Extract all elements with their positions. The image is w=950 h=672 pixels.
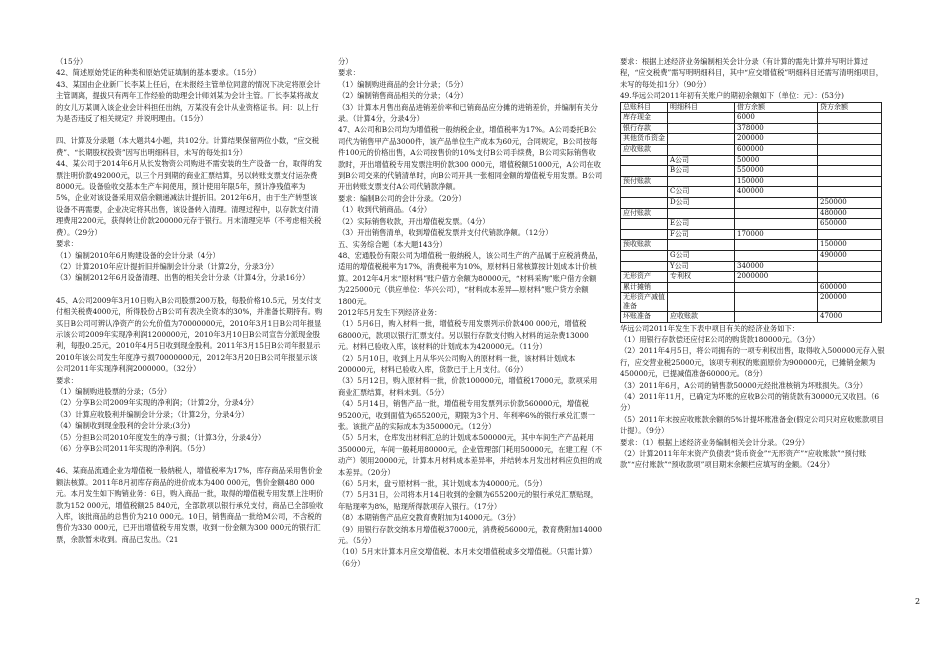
- table-cell: [621, 219, 668, 230]
- table-cell: E公司: [668, 219, 735, 230]
- business-item: （9）用银行存款交纳本月增值税37000元，消费税56000元，教育费附加14000元。（5分）: [338, 524, 602, 546]
- table-cell: [668, 293, 735, 312]
- requirements-paragraph: 要求：根据上述经济业务编制相关会计分录（有计算的需先计算并写明计算过程，“应交税费”需写明明细科目，其中“应交增值税”明细科目还需写清明细项目，未写的每处扣1分）（90分）: [620, 57, 884, 89]
- table-cell: [735, 219, 818, 230]
- requirement-item: （5）分担B公司2010年度发生的净亏损；（计算3分，分录4分）: [56, 432, 266, 442]
- column-middle: [338, 56, 603, 569]
- table-cell: 应付账款: [621, 208, 668, 219]
- table-cell: 340000: [735, 261, 818, 272]
- table-cell: [818, 261, 882, 272]
- table-row: [621, 219, 882, 230]
- table-cell: 专利权: [668, 272, 735, 283]
- table-cell: [668, 145, 735, 156]
- requirement-item: （1）编制购进股票的分录；（5分）: [56, 386, 172, 396]
- table-row: [621, 176, 882, 187]
- business-item: （10）5月末计算本月应交增值税、本月未交增值税或多交增值税。（只需计算）（6分）: [338, 547, 597, 568]
- section-heading: 五、实务综合题（本大题143分）: [338, 239, 447, 249]
- table-cell: [735, 293, 818, 312]
- business-item: （1）5月6日，购入材料一批，增值税专用发票列示价款400 000元，增值税68000元，款项以银行汇票支付。另以银行存款支付购入材料的运杂费13000元。材料已验收入库，该材料的计划成本为420000元。（11分）: [338, 319, 589, 352]
- table-cell: [818, 145, 882, 156]
- table-cell: [668, 113, 735, 124]
- table-cell: [818, 155, 882, 166]
- table-cell: 170000: [735, 229, 818, 240]
- requirement-item: （2）实际销售收款，开出增值税发票。（4分）: [338, 216, 490, 226]
- table-cell: 预收账款: [621, 240, 668, 251]
- table-cell: 无形资产减值准备: [621, 293, 668, 312]
- table-cell: [818, 123, 882, 134]
- question-48: 48、宏通股份有限公司为增值税一般纳税人，该公司生产的产品属于应税消费品，适用的增值税税率为17%，消费税率为10%，原材料日常核算按计划成本计价核算。2012年4月末“原材料”账户借方余额为80000元，“材料采购”账户借方余额为225000元（供应单位：华兴公司），“材料成本差异—原材料”账户贷方余额1800元。: [338, 250, 603, 306]
- table-cell: [668, 123, 735, 134]
- question-43: 43、某国由企业新厂长李某上任后，在未报经主管单位同意的情况下决定将原会计主管调离，提拔只有两年工作经验的助理会计师刘某为会计主管。厂长李某将战友的女儿万某调入该企业会计科担任出纳，万某没有会计从业资格证书。问：以上行为是否违反了相关规定？并说明理由。（15分）: [56, 79, 321, 124]
- column-header: 总账科目: [621, 102, 668, 113]
- question-42: 42、简述原始凭证的种类和原始凭证填制的基本要求。（15分）: [56, 68, 261, 78]
- table-cell: [735, 311, 818, 322]
- table-cell: 坏账准备: [621, 311, 668, 322]
- business-item: （7）5月31日，公司将本月14日收到的金额为655200元的银行承兑汇票贴现，年贴现率为8%，贴现所得款项存入银行。（17分）: [338, 490, 599, 511]
- requirement-item: （6）分享B公司2011年实现的净利润。（5分）: [56, 444, 210, 453]
- table-cell: A公司: [668, 155, 735, 166]
- column-left: [56, 56, 324, 545]
- table-row: [621, 187, 882, 198]
- table-cell: [621, 166, 668, 177]
- requirement-item: （1）收到代销商品。（4分）: [338, 205, 432, 215]
- table-cell: 150000: [818, 240, 882, 251]
- requirement-item: （3）计算本月售出商品进销差价率和已销商品应分摊的进销差价，并编制有关分录。（计算4分，分录4分）: [338, 102, 599, 124]
- table-cell: 库存现金: [621, 113, 668, 124]
- requirements-label: 要求：编制B公司的会计分录。（20分）: [338, 193, 466, 203]
- column-header: 明细科目: [668, 102, 735, 113]
- table-cell: 应收账款: [668, 311, 735, 322]
- table-row: [621, 145, 882, 156]
- table-cell: 400000: [735, 187, 818, 198]
- business-item: （5）5月末，仓库发出材料汇总的计划成本500000元，其中车间生产产品耗用350000元，车间一般耗用80000元，企业管理部门耗用50000元，在建工程（不动产）领用20000元，计算本月材料成本差异率，并结转本月发出材料应负担的成本差异。（20分）: [338, 433, 603, 477]
- table-cell: [621, 229, 668, 240]
- table-row: [621, 261, 882, 272]
- table-cell: 其他货币资金: [621, 134, 668, 145]
- table-cell: 预付账款: [621, 176, 668, 187]
- table-row: [621, 282, 882, 293]
- table-cell: 600000: [735, 145, 818, 156]
- table-cell: 银行存款: [621, 123, 668, 134]
- text-paragraph: （15分）: [56, 57, 88, 66]
- table-cell: G公司: [668, 250, 735, 261]
- table-cell: [818, 187, 882, 198]
- requirements-label: 要求：: [338, 68, 360, 78]
- table-cell: F公司: [668, 229, 735, 240]
- business-item: （6）5月末，盘亏原材料一批，其计划成本为40000元。（5分）: [338, 479, 547, 489]
- table-cell: [621, 187, 668, 198]
- account-balance-table: [620, 102, 882, 323]
- table-cell: [818, 229, 882, 240]
- table-cell: [818, 166, 882, 177]
- table-cell: 480000: [818, 208, 882, 219]
- business-item: （2）5月10日，收到上月从华兴公司购入的原材料一批，该材料计划成本200000元，材料已验收入库，货款已于上月支付。（6分）: [338, 353, 576, 374]
- table-cell: [668, 208, 735, 219]
- table-cell: [621, 261, 668, 272]
- table-cell: [621, 155, 668, 166]
- business-item: （1）用银行存款偿还应付E公司的购货款180000元。（3分）: [620, 334, 820, 344]
- text-paragraph: 分）: [338, 57, 353, 66]
- business-item: （4）5月14日，销售产品一批，增值税专用发票列示价款560000元，增值税95200元，收到面值为655200元，期限为3个月、年利率6%的银行承兑汇票一张。该批产品的实际成本为350000元。（12分）: [338, 399, 596, 431]
- table-cell: [735, 240, 818, 251]
- requirement-item: （3）开出销售清单，收到增值税发票并支付代销款净额。（12分）: [338, 228, 553, 238]
- table-cell: 250000: [818, 197, 882, 208]
- table-row: [621, 155, 882, 166]
- text-paragraph: 2012年5月发生下列经济业务：: [338, 307, 442, 317]
- requirement-item: （3）计算应收股利并编制会计分录；（计算2分，分录4分）: [56, 409, 249, 419]
- table-cell: 200000: [735, 134, 818, 145]
- table-cell: [735, 197, 818, 208]
- business-item: （2）2011年4月5日，将公司拥有的一项专利权出售，取得收入500000元存入银行，应交营业税25000元，该项专利权的账面原价为900000元，已摊销金额为450000元，已提减值准备60000元。（8分）: [620, 346, 885, 379]
- table-cell: 150000: [735, 176, 818, 187]
- table-row: [621, 311, 882, 322]
- table-row: [621, 166, 882, 177]
- table-cell: [818, 134, 882, 145]
- requirements-label: 要求：: [56, 375, 78, 385]
- table-cell: 200000: [818, 293, 882, 312]
- table-cell: 累计摊销: [621, 282, 668, 293]
- requirement-item: （2）计算2010年应计提折旧并编制会计分录（计算2分，分录3分）: [56, 261, 279, 271]
- table-cell: D公司: [668, 197, 735, 208]
- business-item: （8）本期销售产品应交教育费附加为14000元。（3分）: [338, 513, 521, 523]
- table-cell: [735, 250, 818, 261]
- requirement-item: （2）计算2011年年末资产负债表“货币资金”“无形资产”“应收账款”“预付账款”“应付账款”“预收款项”项目期末余额栏应填写的金额。（24分）: [620, 448, 867, 470]
- table-cell: 2000000: [735, 272, 818, 283]
- question-45: 45、A公司2009年3月10日购入B公司股票200万股，每股价格10.5元，另支付支付相关税费4000元，所得股份占B公司有表决全资本的30%，并准备长期持有。购买日B公司可辨认净资产的公允价值为70000000元，2010年3月1日B公司年报显示该公司2009年实现净利润1200000元，2010年3月10日B公司宣告分派现金股利，每股0.25元，2010年4月5日收到现金股利。2011年3月15日B公司年报显示2010年该公司发生年度净亏损70000000元，2012年3月20日B公司年报显示该公司2011年实现净利润2000000。（32分）: [56, 295, 323, 374]
- page-number: 2: [915, 597, 921, 606]
- table-cell: 47000: [818, 311, 882, 322]
- table-cell: Y公司: [668, 261, 735, 272]
- requirement-item: 要求：（1）根据上述经济业务编制相关会计分录。（29分）: [620, 437, 810, 447]
- question-49: 49.华远公司2011年初有关账户的期初余额如下（单位：元）：(53分): [620, 91, 844, 101]
- table-cell: 650000: [818, 219, 882, 230]
- table-row: [621, 197, 882, 208]
- table-cell: [735, 282, 818, 293]
- question-44: 44、某公司于2014年6月从长发物资公司购进不需安装的生产设备一台，取得的发票注明价款492000元，以三个月到期的商业汇票结算，另以转账支票支付运杂费8000元。设备验收交基本生产车间使用，预计使用年限5年，预计净残值率为5%，企业对该设备采用双倍余额递减法计提折旧。2012年6月，由于生产转型该设备不再需要，企业决定将其出售，该设备转入清理。清理过程中，以存款支付清理费用2200元，获得转让价款200000元存于银行。月末清理完毕（不考虑相关税费）。（29分）: [56, 159, 322, 237]
- table-row: [621, 272, 882, 283]
- requirement-item: （2）分享B公司2009年实现的净利润；（计算2分，分录4分）: [56, 398, 259, 408]
- table-row: [621, 229, 882, 240]
- requirement-item: （1）编制2010年6月购建设备的会计分录（4分）: [56, 250, 220, 260]
- requirement-item: （2）编制销售商品相关的分录；（4分）: [338, 91, 468, 101]
- table-cell: [668, 176, 735, 187]
- table-cell: [735, 208, 818, 219]
- table-cell: 应收账款: [621, 145, 668, 156]
- table-row: [621, 208, 882, 219]
- table-cell: B公司: [668, 166, 735, 177]
- table-row: [621, 293, 882, 312]
- column-header: 借方余额: [735, 102, 818, 113]
- table-cell: 6000: [735, 113, 818, 124]
- table-cell: [621, 197, 668, 208]
- business-item: （5）2011年末按应收账款余额的5%计提坏账准备金(假定公司只对应收账款项目计提）。（9分）: [620, 414, 884, 436]
- table-row: [621, 134, 882, 145]
- requirements-label: 要求：: [56, 239, 78, 249]
- question-47: 47、A公司和B公司均为增值税一般纳税企业，增值税率为17%。A公司委托B公司代为销售甲产品3000件，该产品单位生产成本为60元，合同规定，B公司按每件100元的价格出售，A公司按售价的10%支付B公司手续费，B公司实际销售收款时，开出增值税专用发票注明价款300 000元，增值税额51000元，A公司在收到B公司交来的代销清单时，向B公司开具一张相同金额的增值税专用发票。B公司开出转账支票支付A公司代销款净额。: [338, 125, 603, 192]
- requirement-item: （4）编制收到现金股利的会计分录;(3分): [56, 421, 191, 431]
- requirement-item: （1）编制购进商品的会计分录；（5分）: [338, 79, 468, 89]
- requirement-item: （3）编制2012年6月设备清理、出售的相关会计分录（计算4分，分录16分）: [56, 273, 310, 283]
- table-cell: 600000: [818, 282, 882, 293]
- column-header: 贷方余额: [818, 102, 882, 113]
- question-46: 46、某商品流通企业为增值税一般纳税人，增值税率为17%，库存商品采用售价金额法核算。2011年8月初库存商品的进价成本为400 000元，售价金额480 000元。本月发生如下购销业务：6日，购入商品一批，取得的增值税专用发票上注明价款为152 000元，增值税额25 840元，全部款项以银行承兑支付，商品已全部验收入库，该批商品的总售价为210 000元。10日，销售商品一批给M公司，不含税的售价为330 000元，已开出增值税专用发票，收到一份金额为300 000元的银行汇票，余款暂未收到。商品已发出。（21: [56, 466, 324, 544]
- table-cell: [818, 272, 882, 283]
- table-cell: 550000: [735, 166, 818, 177]
- table-cell: [668, 134, 735, 145]
- table-body: [621, 113, 882, 322]
- table-cell: 490000: [818, 250, 882, 261]
- column-right: [620, 56, 888, 471]
- section-heading: 四、计算及分录题（本大题共4小题，共102分。计算结果保留两位小数，“应交税费”、“长期股权投资”因写出明细科目，未写的每处扣1分）: [56, 136, 320, 157]
- table-cell: 50000: [735, 155, 818, 166]
- table-row: [621, 123, 882, 134]
- table-row: [621, 240, 882, 251]
- table-row: [621, 250, 882, 261]
- table-cell: [621, 250, 668, 261]
- business-item: （3）5月12日，购入原材料一批，价款100000元，增值税17000元，款项采用商业汇票结算，材料未到。（5分）: [338, 376, 598, 397]
- table-cell: C公司: [668, 187, 735, 198]
- table-cell: [668, 240, 735, 251]
- table-cell: [668, 282, 735, 293]
- table-header-row: [621, 102, 882, 113]
- business-item: （4）2011年11月，已确定为坏账的应收B公司的销货款有30000元又收回。（6分）: [620, 391, 880, 413]
- text-paragraph: 华远公司2011年发生下表中项目有关的经济业务如下：: [620, 323, 800, 333]
- table-cell: 无形资产: [621, 272, 668, 283]
- table-cell: [818, 113, 882, 124]
- table-cell: [818, 176, 882, 187]
- business-item: （3）2011年6月，A公司的销售款50000元经批准核销为坏账损失。（3分）: [620, 380, 868, 390]
- table-cell: 378000: [735, 123, 818, 134]
- table-row: [621, 113, 882, 124]
